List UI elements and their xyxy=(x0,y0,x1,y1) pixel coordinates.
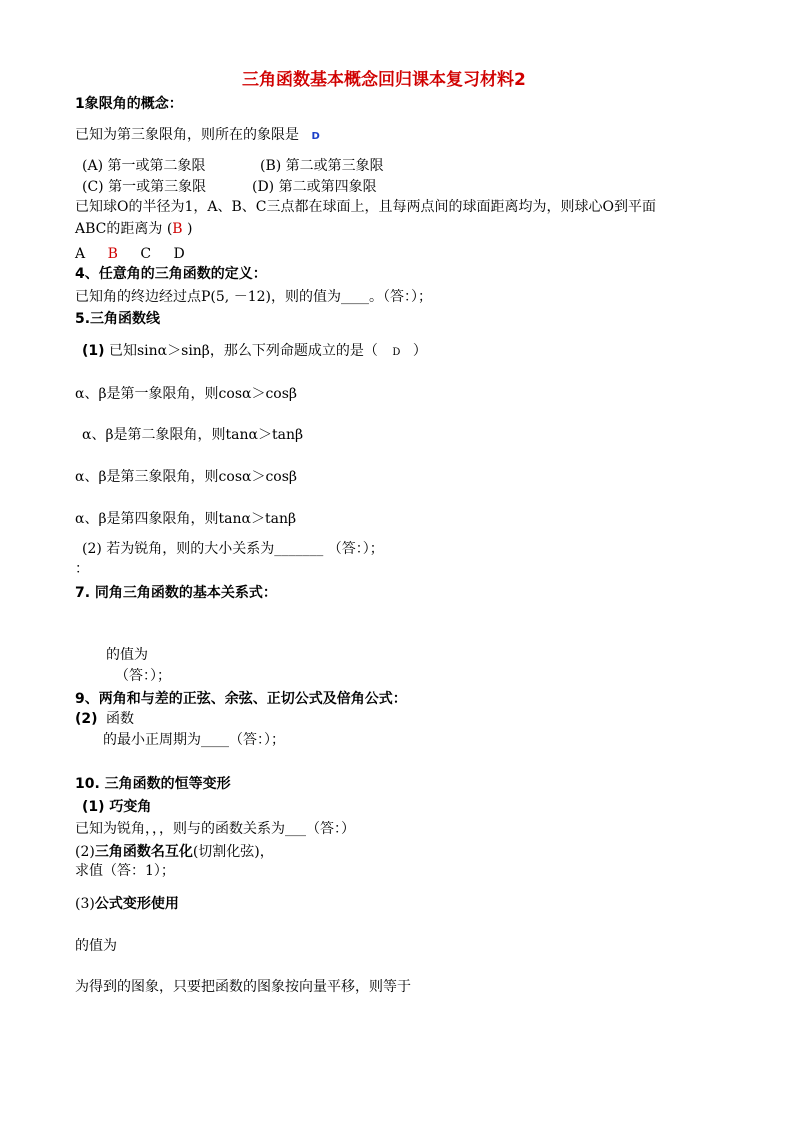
option-b: (B) 第二或第三象限 xyxy=(260,158,384,174)
question-5-2: (2) 若为锐角，则的大小关系为_______ （答：）； xyxy=(82,541,384,557)
question-9-2-line2: 的最小正周期为____（答：）； xyxy=(103,732,285,748)
question-5-1-answer: D xyxy=(392,347,401,358)
sphere-option-d: D xyxy=(173,246,185,262)
sphere-option-c: C xyxy=(140,246,152,262)
question-7-line2: （答：）； xyxy=(115,668,171,684)
section-10-sub3 xyxy=(75,895,179,913)
sphere-option-b: B xyxy=(107,246,118,262)
option-5-a: α、β是第一象限角，则cosα＞cosβ xyxy=(75,386,298,402)
option-5-c: α、β是第三象限角，则cosα＞cosβ xyxy=(75,469,298,485)
question-9-2 xyxy=(75,710,134,728)
section-10-sub3-number: (3) xyxy=(75,896,95,912)
section-10-sub2-number: (2) xyxy=(75,844,95,860)
question-4: 已知角的终边经过点P(5, －12)，则的值为____。（答：）； xyxy=(75,289,432,305)
section-5-heading: 5.三角函数线 xyxy=(75,311,161,327)
sphere-option-a: A xyxy=(75,246,86,262)
option-d: (D) 第二或第四象限 xyxy=(252,179,377,195)
option-a: (A) 第一或第二象限 xyxy=(82,158,206,174)
sphere-question-answer: B xyxy=(172,221,183,237)
question-1 xyxy=(75,126,320,146)
sphere-question-line2 xyxy=(75,220,193,238)
option-c: (C) 第一或第三象限 xyxy=(82,179,207,195)
sphere-question-line1: 已知球O的半径为1，A、B、C三点都在球面上，且每两点间的球面距离均为，则球心O到平面 xyxy=(75,199,656,215)
sphere-question-prefix: ABC的距离为 ( xyxy=(75,221,173,237)
section-1-heading: 1象限角的概念： xyxy=(75,96,183,112)
section-4-heading: 4、任意角的三角函数的定义： xyxy=(75,266,267,282)
question-10-2: 求值（答：1）； xyxy=(75,863,175,879)
question-5-1-text: 已知sinα＞sinβ，那么下列命题成立的是（ xyxy=(109,343,378,359)
section-10-sub2 xyxy=(75,843,274,861)
option-5-b: α、β是第二象限角，则tanα＞tanβ xyxy=(82,427,304,443)
section-7-heading: 7. 同角三角函数的基本关系式： xyxy=(75,585,277,601)
sphere-question-close: ) xyxy=(182,221,193,237)
question-10-1: 已知为锐角，，，则与的函数关系为___（答：） xyxy=(75,821,355,837)
document-title: 三角函数基本概念回归课本复习材料2 xyxy=(242,70,526,90)
question-10-3-1: 的值为 xyxy=(75,938,117,954)
question-5-1-close: ） xyxy=(412,343,427,359)
question-7-line1: 的值为 xyxy=(106,647,148,663)
question-1-text: 已知为第三象限角，则所在的象限是 xyxy=(75,127,299,143)
section-10-sub2-note: (切割化弦)， xyxy=(192,844,274,860)
question-9-2-label: 函数 xyxy=(106,711,134,727)
sphere-options xyxy=(75,245,185,263)
section-10-sub2-title: 三角函数名互化 xyxy=(94,844,193,860)
question-5-1-number: (1) xyxy=(82,343,105,359)
question-5-1 xyxy=(82,342,427,362)
section-9-heading: 9、两角和与差的正弦、余弦、正切公式及倍角公式： xyxy=(75,691,407,707)
question-1-answer: D xyxy=(311,131,320,142)
question-9-2-number: (2) xyxy=(75,711,98,727)
stray-colon: ： xyxy=(75,561,89,577)
question-10-3-2: 为得到的图象，只要把函数的图象按向量平移，则等于 xyxy=(75,979,411,995)
section-10-sub3-title: 公式变形使用 xyxy=(94,896,179,912)
section-10-sub1: (1) 巧变角 xyxy=(82,799,152,815)
section-10-heading: 10. 三角函数的恒等变形 xyxy=(75,776,231,792)
option-5-d: α、β是第四象限角，则tanα＞tanβ xyxy=(75,511,297,527)
